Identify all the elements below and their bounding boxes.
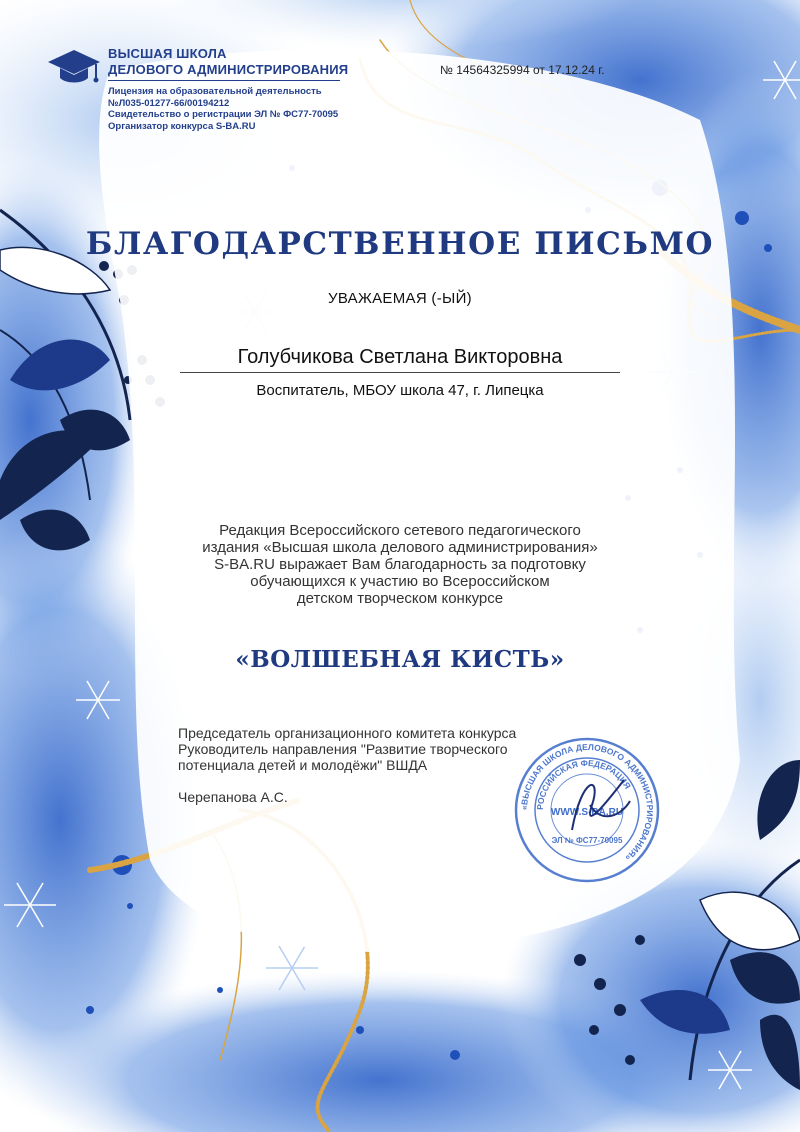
contest-name: «ВОЛШЕБНАЯ КИСТЬ» (235, 646, 565, 673)
seal-country-text: РОССИЙСКАЯ ФЕДЕРАЦИЯ (534, 757, 633, 811)
salutation: УВАЖАЕМАЯ (-ЫЙ) (328, 290, 472, 307)
seal-site: WWW.S-BA.RU (550, 807, 624, 818)
org-name-line-2: ДЕЛОВОГО АДМИНИСТРИРОВАНИЯ (108, 62, 349, 77)
graduation-cap-logo (46, 44, 102, 90)
org-name (108, 46, 348, 78)
name-underline (180, 372, 620, 373)
registration-number: № 14564325994 от 17.12.24 г. (440, 63, 605, 77)
signature-scribble (572, 780, 630, 830)
seal-outer-text: «ВЫСШАЯ ШКОЛА ДЕЛОВОГО АДМИНИСТРИРОВАНИЯ» (518, 741, 656, 863)
body-line: детском творческом конкурсе (296, 590, 504, 607)
body-line: издания «Высшая школа делового администрирования» (202, 539, 598, 556)
signatory-name: Черепанова А.С. (178, 789, 288, 805)
letter-title: БЛАГОДАРСТВЕННОЕ ПИСЬМО (85, 226, 715, 262)
license-line-1: Лицензия на образовательной деятельность (108, 86, 322, 97)
letter-body (150, 522, 650, 607)
signatory-line: Председатель организационного комитета конкурса (178, 725, 517, 741)
license-info (108, 86, 338, 132)
official-seal (512, 735, 662, 885)
signatory-position (178, 725, 516, 773)
body-line: Редакция Всероссийского сетевого педагогического (219, 522, 581, 539)
recipient-position: Воспитатель, МБОУ школа 47, г. Липецка (256, 382, 544, 399)
organizer-line: Организатор конкурса S-BA.RU (108, 120, 256, 132)
org-name-line-1: ВЫСШАЯ ШКОЛА (108, 46, 227, 61)
org-divider (108, 80, 340, 81)
signatory-line: Руководитель направления "Развитие творческого (178, 741, 508, 757)
body-line: обучающихся к участию во Всероссийском (250, 573, 550, 590)
recipient-name: Голубчикова Светлана Викторовна (237, 346, 563, 368)
seal-reg: ЭЛ № ФС77-70095 (551, 836, 623, 845)
body-line: S-BA.RU выражает Вам благодарность за подготовку (214, 556, 586, 573)
license-line-2: №Л035-01277-66/00194212 (108, 97, 230, 109)
registration-line: Свидетельство о регистрации ЭЛ № ФС77-70095 (108, 109, 339, 120)
signatory-line: потенциала детей и молодёжи" ВШДА (178, 757, 428, 773)
svg-text:РОССИЙСКАЯ ФЕДЕРАЦИЯ (535, 758, 633, 810)
